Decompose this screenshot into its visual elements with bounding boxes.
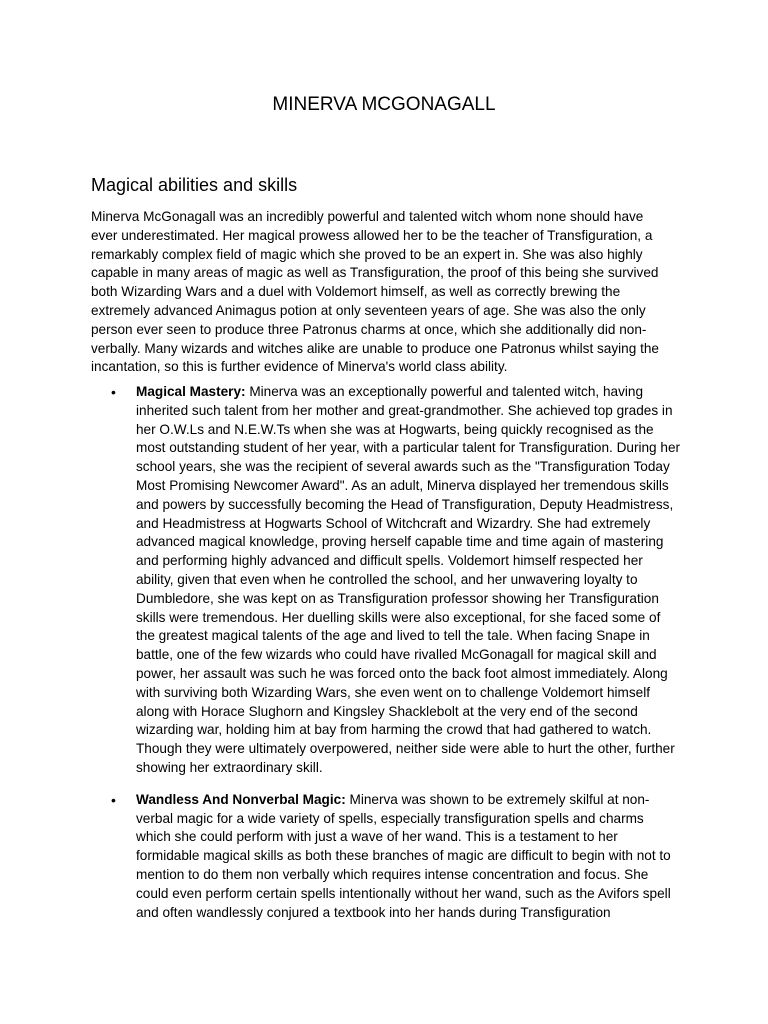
- list-item-wandless-nonverbal: [91, 791, 681, 923]
- bullet-label: Magical Mastery:: [136, 384, 246, 399]
- document-title: MINERVA MCGONAGALL: [272, 94, 496, 115]
- list-item-magical-mastery: [91, 383, 681, 778]
- bullet-text: Minerva was an exceptionally powerful and talented witch, having inherited such talent from her mother and great-grandmother. She achieved top grades in her O.W.Ls and N.E.W.Ts when she was at Hogwarts, being quickly recognised as the most outstanding student of her year, with a particular talent for Transfiguration. During her school years, she was the recipient of several awards such as the "Transfiguration Today Most Promising Newcomer Award". As an adult, Minerva displayed her tremendous skills and powers by successfully becoming the Head of Transfiguration, Deputy Headmistress, and Headmistress at Hogwarts School of Witchcraft and Wizardry. She had extremely advanced magical knowledge, proving herself capable time and time again of mastering and performing highly advanced and difficult spells. Voldemort himself respected her ability, given that even when he controlled the school, and her unwavering loyalty to Dumbledore, she was kept on as Transfiguration professor showing her Transfiguration skills were tremendous. Her duelling skills were also exceptional, for she faced some of the greatest magical talents of the age and lived to tell the tale. When facing Snape in battle, one of the few wizards who could have rivalled McGonagall for magical skill and power, her assault was such he was forced onto the back foot almost immediately. Along with surviving both Wizarding Wars, she even went on to challenge Voldemort himself along with Horace Slughorn and Kingsley Shacklebolt at the very end of the second wizarding war, holding him at bay from harming the crowd that had gathered to watch. Though they were ultimately overpowered, neither side were able to hurt the other, further showing her extraordinary skill.: [136, 384, 681, 775]
- bullet-icon: •: [111, 791, 116, 808]
- section-heading: Magical abilities and skills: [91, 175, 298, 195]
- bullet-icon: •: [111, 384, 116, 400]
- abilities-list: [91, 383, 681, 935]
- intro-paragraph: Minerva McGonagall was an incredibly powerful and talented witch whom none should have ever underestimated. Her magical prowess allowed her to be the teacher of Transfiguration, a remarkably complex field of magic which she proved to be an expert in. She was also highly capable in many areas of magic as well as Transfiguration, the proof of this being she survived both Wizarding Wars and a duel with Voldemort himself, as well as correctly brewing the extremely advanced Animagus potion at only seventeen years of age. She was also the only person ever seen to produce three Patronus charms at once, which she additionally did non-verbally. Many wizards and witches alike are unable to produce one Patronus whilst saying the incantation, so this is further evidence of Minerva's world class ability.: [91, 209, 659, 375]
- bullet-text: Minerva was shown to be extremely skilful at non-verbal magic for a wide variety of spells, especially transfiguration spells and charms which she could perform with just a wave of her wand. This is a testament to her formidable magical skills as both these branches of magic are difficult to begin with not to mention to do them non verbally which requires intense concentration and focus. She could even perform certain spells intentionally without her wand, such as the Avifors spell and often wandlessly conjured a textbook into her hands during Transfiguration: [136, 791, 671, 920]
- bullet-label: Wandless And Nonverbal Magic:: [136, 791, 346, 807]
